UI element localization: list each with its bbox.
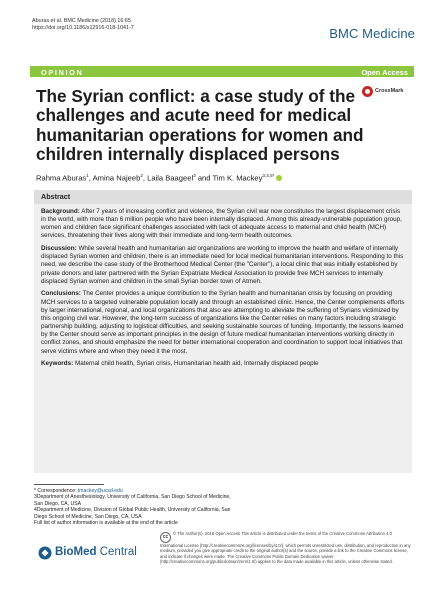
article-title: The Syrian conflict: a case study of the challenges and acute need for medical humanitarian operations for women and children internally displaced persons	[36, 86, 364, 164]
author-affiliation: 1	[86, 173, 89, 178]
section-label: Discussion:	[41, 245, 77, 253]
author-affiliation: 2	[140, 173, 143, 178]
citation	[32, 18, 134, 32]
author-name[interactable]: Laila Baageel	[147, 173, 194, 183]
abstract-box	[34, 190, 412, 473]
open-access-label: Open Access	[361, 67, 408, 77]
section-label: Conclusions:	[41, 290, 81, 298]
section-text: While several health and humanitarian aid organizations are working to improve the health and welfare of internally displaced Syrian women and children, there is an immediate need for local medical humanitarian interventions. Responding to this need, we describe the case study of the Brotherhood Medical Center (the "Center"), a local clinic that was initially established by private donors and later partnered with the Syrian Expatriate Medical Association to provide free MCH services to internally displaced Syrian women and children in the small Syrian border town of Atmeh.	[41, 245, 404, 285]
correspondence-label: * Correspondence:	[34, 488, 78, 494]
author-name[interactable]: Amina Najeeb	[92, 173, 141, 183]
abstract-discussion	[41, 245, 405, 286]
logo-brand: BioMed	[55, 546, 97, 558]
citation-line: Aburas et al. BMC Medicine (2018) 16:65	[32, 18, 131, 24]
author-info-note: Full list of author information is available at the end of the article	[34, 520, 178, 527]
license-statement	[160, 531, 416, 565]
license-text: © The Author(s). 2018 Open Access This article is distributed under the terms of the Creative Commons Attribution 4.0 International License (http://creativecommons.org/licenses/by/4.0/), which permits unrestricted use, distribution, and reproduction in any medium, provided you give appropriate credit to the original author(s) and the source, provide a link to the Creative Commons license, and indicate if changes were made. The Creative Commons Public Domain Dedication waiver (http://creativecommons.org/publicdomain/zero/1.0/) applies to the data made available in this article, unless otherwise stated.	[160, 531, 411, 565]
author-name[interactable]: Rahma Aburas	[36, 173, 87, 183]
section-label: Background:	[41, 208, 80, 215]
section-text: Maternal child health, Syrian crisis, Humanitarian health aid, Internally displaced people	[74, 360, 319, 368]
logo-suffix: Central	[96, 546, 137, 558]
section-label: Keywords:	[41, 360, 74, 368]
affiliation: 3Department of Anesthesiology, University of California, San Diego School of Medicine, San Diego, CA, USA	[34, 494, 231, 507]
doi-link[interactable]: https://doi.org/10.1186/s12916-018-1041-7	[32, 25, 134, 31]
article-type-banner	[30, 66, 414, 77]
correspondence-email[interactable]: tmackey@ucsd.edu	[77, 488, 123, 494]
crossmark-label: CrossMark	[375, 88, 404, 94]
biomed-central-icon	[38, 546, 52, 560]
author-affiliation: 3,4,5*	[262, 173, 275, 178]
author-affiliation: 3	[193, 173, 196, 178]
footnote-divider	[34, 484, 104, 485]
abstract-keywords	[41, 360, 405, 368]
author-name[interactable]: Tim K. Mackey	[212, 173, 263, 183]
creative-commons-icon: cc	[160, 532, 171, 543]
journal-name: BMC Medicine	[329, 26, 415, 41]
orcid-icon[interactable]	[276, 175, 282, 181]
section-text: After 7 years of increasing conflict and violence, the Syrian civil war now constitutes the largest displacement crisis in the world, with more than 6 million people who have been internally displaced. Among this already-vulnerable population group, women and children face significant challenges associated with lack of adequate access to maternal and child health (MCH) services, threatening their lives along with their immediate and long-term health outcomes.	[41, 208, 402, 240]
section-text: The Center provides a unique contribution to the Syrian health and humanitarian crisis by focusing on providing MCH services to a targeted vulnerable population locally and through an established clinic. Hence, the Center complements efforts by larger international, regional, and local organizations that also are attempting to alleviate the suffering of Syrians victimized by this ongoing civil war. However, the long-term success of organizations like the Center relies on many factors including strategic partnership building, adjusting to logistical difficulties, and seeking sustainable sources of funding. Importantly, the lessons learned by the Center should serve as important principles in the design of future medical humanitarian interventions working directly in conflict zones, and should emphasize the need for better international cooperation and coordination to support local initiatives that serve victims where and when they need it the most.	[41, 290, 405, 355]
affiliation: 4Department of Medicine, Division of Global Public Health, University of California, San Diego School of Medicine, San Diego, CA, USA	[34, 507, 231, 520]
abstract-heading: Abstract	[34, 190, 412, 204]
footnotes	[34, 484, 234, 526]
article-type: OPINION	[41, 67, 84, 77]
abstract-conclusions	[41, 290, 405, 355]
author-list: Rahma Aburas$^1$, Amina Najeeb$^2$, Laila Baageel$^3$ and Tim K. Mackey$^{3,4,5*}$	[36, 173, 282, 183]
abstract-background	[41, 208, 405, 241]
biomed-central-logo[interactable]	[38, 544, 138, 562]
